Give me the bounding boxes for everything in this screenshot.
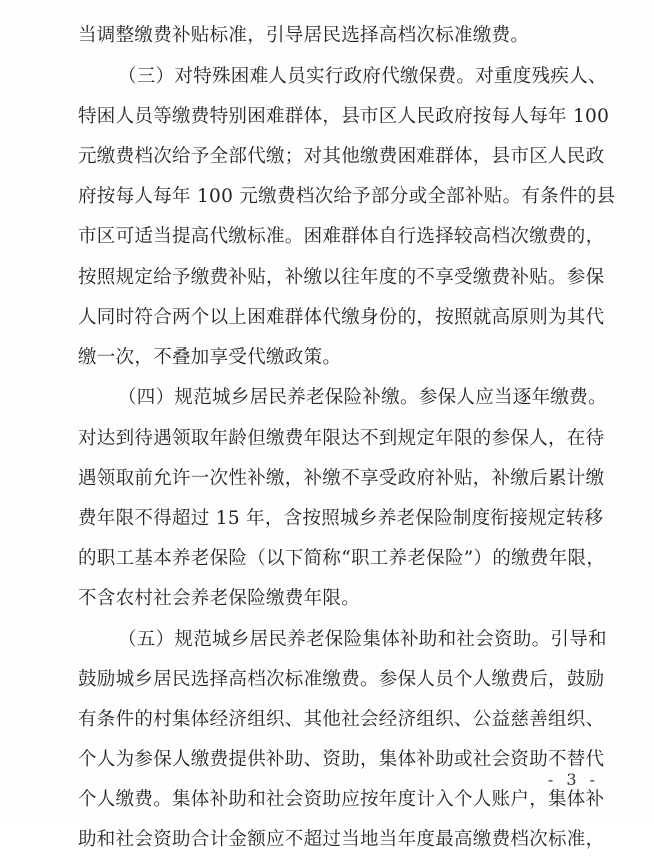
page-number: - 3 - bbox=[547, 770, 599, 789]
text-line: 按照规定给予缴费补贴，补缴以往年度的不享受缴费补贴。参保 bbox=[78, 267, 605, 288]
text-line: 对达到待遇领取年龄但缴费年限达不到规定年限的参保人，在待 bbox=[78, 428, 605, 449]
text-line: 个人缴费。集体补助和社会资助应按年度计入个人账户，集体补 bbox=[78, 789, 605, 810]
text-line: 助和社会资助合计金额应不超过当地当年度最高缴费档次标准， bbox=[78, 829, 605, 850]
text-line: 特困人员等缴费特别困难群体，县市区人民政府按每人每年 100 bbox=[78, 106, 610, 127]
text-line: 府按每人每年 100 元缴费档次给予部分或全部补贴。有条件的县 bbox=[78, 186, 616, 207]
text-line: 缴一次，不叠加享受代缴政策。 bbox=[78, 347, 342, 368]
text-line: 费年限不得超过 15 年，含按照城乡养老保险制度衔接规定转移 bbox=[78, 508, 604, 529]
text-line: 有条件的村集体经济组织、其他社会经济组织、公益慈善组织、 bbox=[78, 709, 605, 730]
text-line: 鼓励城乡居民选择高档次标准缴费。参保人员个人缴费后，鼓励 bbox=[78, 669, 605, 690]
text-line: 不含农村社会养老保险缴费年限。 bbox=[78, 588, 361, 609]
paragraph-heading-5: （五）规范城乡居民养老保险集体补助和社会资助。引导和 bbox=[118, 629, 607, 650]
paragraph-heading-3: （三）对特殊困难人员实行政府代缴保费。对重度残疾人、 bbox=[118, 66, 607, 87]
text-line: 市区可适当提高代缴标准。困难群体自行选择较高档次缴费的， bbox=[78, 226, 605, 247]
text-line: 元缴费档次给予全部代缴；对其他缴费困难群体，县市区人民政 bbox=[78, 146, 605, 167]
text-line: 的职工基本养老保险（以下简称“职工养老保险”）的缴费年限， bbox=[78, 548, 606, 569]
paragraph-heading-4: （四）规范城乡居民养老保险补缴。参保人应当逐年缴费。 bbox=[118, 387, 607, 408]
text-line: 当调整缴费补贴标准，引导居民选择高档次标准缴费。 bbox=[78, 25, 530, 46]
text-line: 人同时符合两个以上困难群体代缴身份的，按照就高原则为其代 bbox=[78, 307, 605, 328]
text-line: 个人为参保人缴费提供补助、资助，集体补助或社会资助不替代 bbox=[78, 749, 605, 770]
text-line: 遇领取前允许一次性补缴，补缴不享受政府补贴，补缴后累计缴 bbox=[78, 468, 605, 489]
